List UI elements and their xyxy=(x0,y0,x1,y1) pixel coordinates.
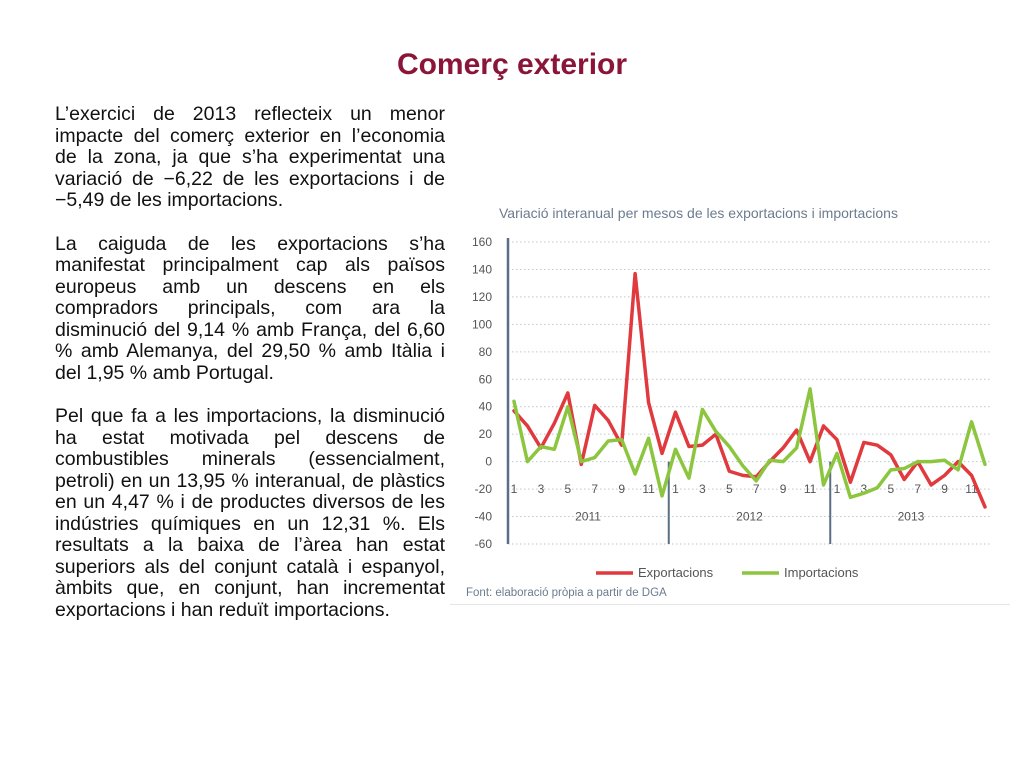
x-tick-label: 1 xyxy=(833,482,841,497)
line-chart xyxy=(450,192,1010,604)
y-tick-label: 20 xyxy=(478,427,492,442)
x-tick-label: 5 xyxy=(725,482,733,497)
year-label: 2011 xyxy=(575,509,601,524)
chart-source: Font: elaboració pròpia a partir de DGA xyxy=(466,587,667,599)
slide-title: Comerç exterior xyxy=(396,48,628,81)
year-label: 2013 xyxy=(897,509,925,524)
series-layer xyxy=(514,274,985,507)
x-tick-label: 9 xyxy=(618,482,626,497)
y-tick-label: -40 xyxy=(474,509,492,524)
x-tick-label: 9 xyxy=(779,482,787,497)
axis-layer xyxy=(472,235,978,551)
x-tick-label: 7 xyxy=(914,482,922,497)
paragraph-1: L’exercici de 2013 reflecteix un menor impacte del comerç exterior en l’economia de la zona, ja que s’ha experimentat una variació de −6,22 de les exportacions i de −5,49 de les importacions. xyxy=(55,103,445,211)
chart-title: Variació interanual per mesos de les exportacions i importacions xyxy=(499,205,898,221)
x-tick-label: 7 xyxy=(591,482,599,497)
x-tick-label: 3 xyxy=(860,482,868,497)
legend-exportacions-label: Exportacions xyxy=(638,565,714,580)
legend-importacions-label: Importacions xyxy=(784,565,859,580)
y-tick-label: 60 xyxy=(478,372,492,387)
x-tick-label: 7 xyxy=(752,482,760,497)
x-tick-label: 5 xyxy=(887,482,895,497)
x-tick-label: 11 xyxy=(642,482,655,497)
x-tick-label: 1 xyxy=(672,482,679,497)
y-tick-label: -20 xyxy=(474,482,492,497)
body-text xyxy=(55,104,445,643)
y-tick-label: 140 xyxy=(471,262,492,277)
x-tick-label: 5 xyxy=(564,482,572,497)
y-tick-label: -60 xyxy=(474,537,492,551)
x-tick-label: 3 xyxy=(537,482,545,497)
y-tick-label: 80 xyxy=(478,344,492,359)
y-tick-label: 0 xyxy=(485,454,492,469)
x-tick-label: 3 xyxy=(699,482,706,497)
legend xyxy=(596,565,859,580)
year-label: 2012 xyxy=(736,509,763,524)
y-tick-label: 100 xyxy=(471,317,492,332)
x-tick-label: 11 xyxy=(965,482,978,497)
paragraph-3: Pel que fa a les importacions, la disminució ha estat motivada pel descens de combustibles minerals (essencialment, petroli) en un 13,95 % interanual, de plàstics en un 4,47 % i de productes diversos de les indústries químiques en un 12,31 %. Els resultats a la baixa de l’àrea han estat superiors als del conjunt català i espanyol, àmbits que, en conjunt, han incrementat exportacions i han reduït importacions. xyxy=(55,405,445,621)
y-tick-label: 160 xyxy=(471,235,492,249)
paragraph-2: La caiguda de les exportacions s’ha manifestat principalment cap als països europeus amb un descens en els compradors principals, com ara la disminució del 9,14 % amb França, del 6,60 % amb Alemanya, del 29,50 % amb Itàlia i del 1,95 % amb Portugal. xyxy=(55,232,445,384)
chart-container xyxy=(450,192,1010,605)
y-tick-label: 40 xyxy=(478,399,492,414)
y-tick-label: 120 xyxy=(471,289,492,304)
x-tick-label: 1 xyxy=(510,482,518,497)
x-tick-label: 9 xyxy=(941,482,948,497)
x-tick-label: 11 xyxy=(803,482,817,497)
grid-layer xyxy=(508,242,991,544)
